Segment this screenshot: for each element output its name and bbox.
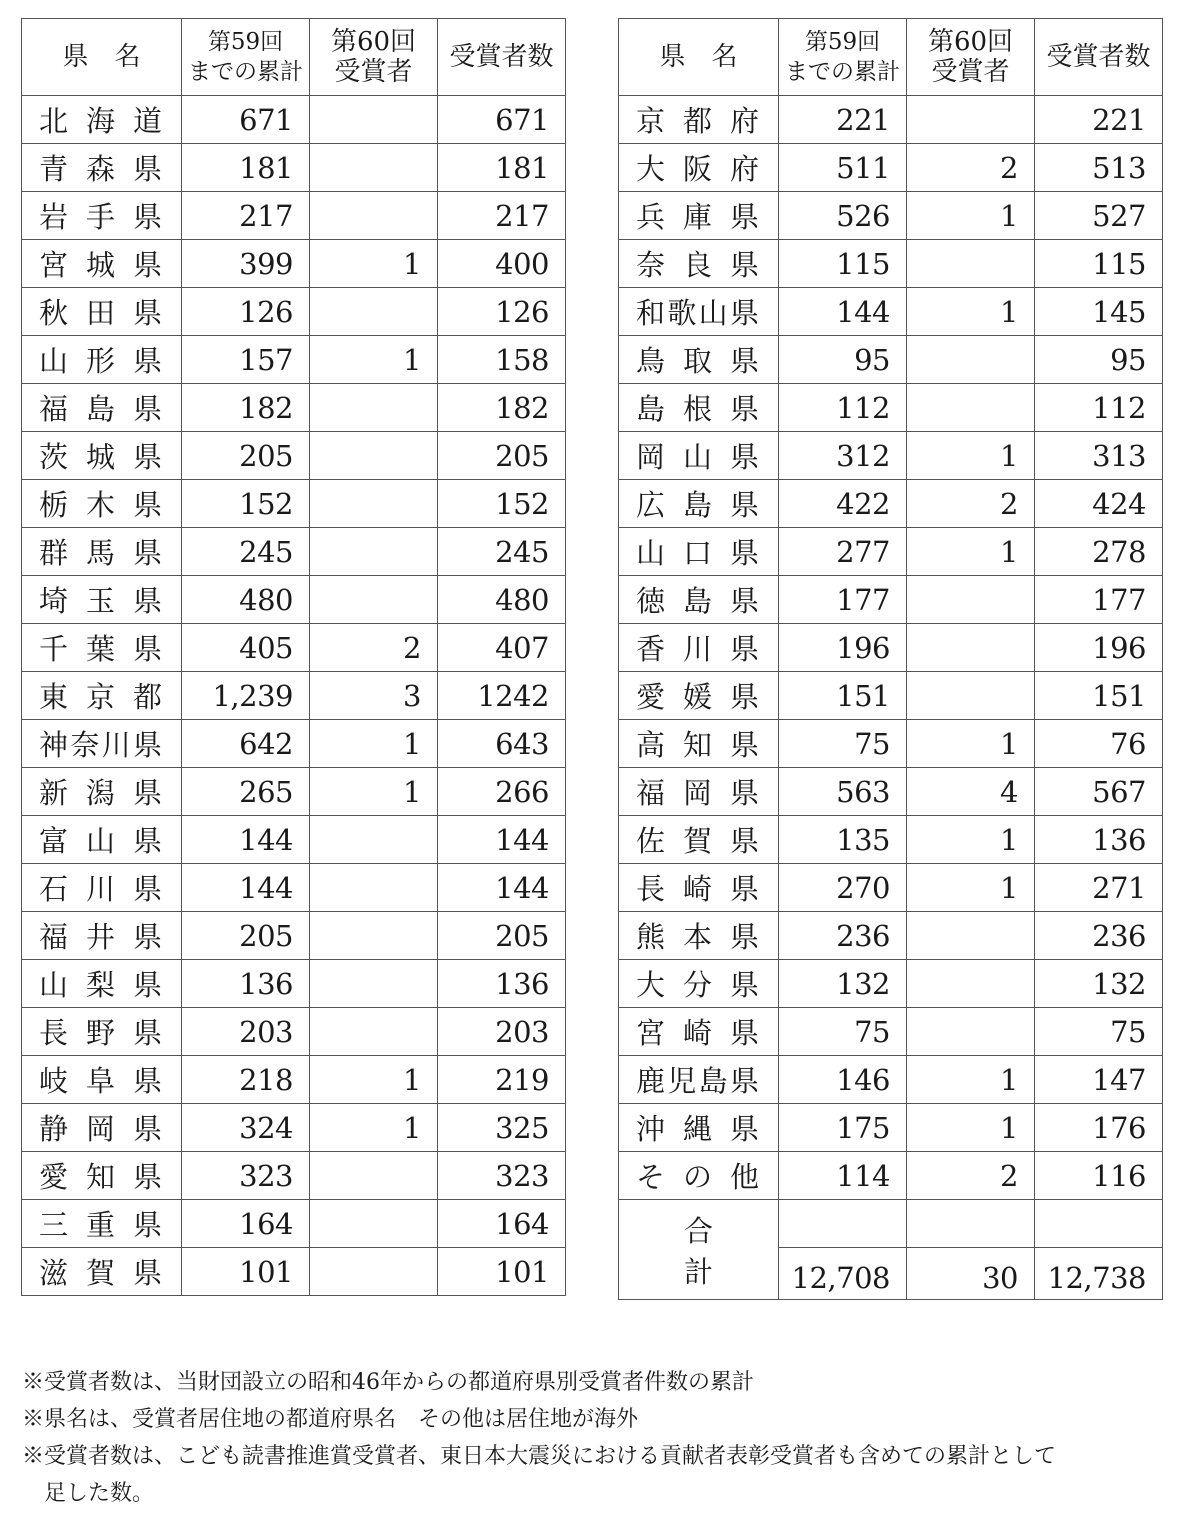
total-count: 313 <box>1035 432 1163 480</box>
total-count: 196 <box>1035 624 1163 672</box>
new-winners-count: 1 <box>310 720 438 768</box>
total-count: 424 <box>1035 480 1163 528</box>
new-winners-count: 1 <box>907 192 1035 240</box>
cumulative-count: 152 <box>182 480 310 528</box>
total-count: 271 <box>1035 864 1163 912</box>
new-winners-count: 4 <box>907 768 1035 816</box>
prefecture-name: 沖縄県 <box>619 1104 779 1152</box>
table-row <box>22 816 566 864</box>
total-count: 151 <box>1035 672 1163 720</box>
table-row <box>22 960 566 1008</box>
footnote: ※受賞者数は、こども読書推進賞受賞者、東日本大震災における貢献者表彰受賞者も含めての累計として <box>22 1444 1057 1469</box>
header-cumulative <box>182 19 310 96</box>
cumulative-count: 182 <box>182 384 310 432</box>
table-row <box>619 1152 1163 1200</box>
total-count: 132 <box>1035 960 1163 1008</box>
cumulative-count: 405 <box>182 624 310 672</box>
header-cumulative-line2: までの累計 <box>188 59 303 85</box>
total-count: 567 <box>1035 768 1163 816</box>
new-winners-count: 1 <box>907 720 1035 768</box>
header-cumulative-line1: 第59回 <box>207 29 284 55</box>
cumulative-count: 135 <box>779 816 907 864</box>
header-new-line1: 第60回 <box>330 27 417 57</box>
new-winners-count <box>907 384 1035 432</box>
footnotes <box>22 1364 1162 1512</box>
new-winners-count <box>310 96 438 144</box>
cumulative-count: 642 <box>182 720 310 768</box>
cumulative-count: 270 <box>779 864 907 912</box>
new-winners-count: 1 <box>310 1056 438 1104</box>
footnote: ※受賞者数は、当財団設立の昭和46年からの都道府県別受賞者件数の累計 <box>22 1370 754 1395</box>
table-row <box>22 624 566 672</box>
cumulative-count: 175 <box>779 1104 907 1152</box>
table-row <box>22 432 566 480</box>
total-new-winners: 30 <box>907 1248 1035 1300</box>
new-winners-count <box>310 912 438 960</box>
new-winners-count: 1 <box>310 768 438 816</box>
table-row <box>619 960 1163 1008</box>
total-count: 176 <box>1035 1104 1163 1152</box>
total-count: 75 <box>1035 1008 1163 1056</box>
prefecture-name: 高知県 <box>619 720 779 768</box>
cumulative-count: 115 <box>779 240 907 288</box>
table-row <box>619 192 1163 240</box>
cumulative-count: 671 <box>182 96 310 144</box>
new-winners-count: 2 <box>907 480 1035 528</box>
total-count: 205 <box>438 912 566 960</box>
table-row <box>22 144 566 192</box>
table-row <box>22 864 566 912</box>
new-winners-count: 1 <box>907 864 1035 912</box>
table-row <box>22 528 566 576</box>
total-count: 323 <box>438 1152 566 1200</box>
prefecture-name: 東京都 <box>22 672 182 720</box>
total-count: 480 <box>438 576 566 624</box>
new-winners-count <box>907 240 1035 288</box>
table-row <box>619 816 1163 864</box>
new-winners-count <box>310 816 438 864</box>
total-count: 219 <box>438 1056 566 1104</box>
prefecture-table-left <box>21 18 566 1296</box>
total-count: 115 <box>1035 240 1163 288</box>
cumulative-count: 236 <box>779 912 907 960</box>
cumulative-count: 126 <box>182 288 310 336</box>
total-count: 136 <box>438 960 566 1008</box>
table-row <box>22 576 566 624</box>
total-count: 643 <box>438 720 566 768</box>
cumulative-count: 101 <box>182 1248 310 1296</box>
cumulative-count: 277 <box>779 528 907 576</box>
table-row <box>22 336 566 384</box>
new-winners-count: 2 <box>907 1152 1035 1200</box>
prefecture-name: 岩手県 <box>22 192 182 240</box>
cumulative-count: 112 <box>779 384 907 432</box>
prefecture-name: 北海道 <box>22 96 182 144</box>
prefecture-name: 宮崎県 <box>619 1008 779 1056</box>
new-winners-count <box>310 1248 438 1296</box>
new-winners-count: 1 <box>907 1104 1035 1152</box>
cumulative-count: 563 <box>779 768 907 816</box>
cumulative-count: 95 <box>779 336 907 384</box>
table-row <box>619 1056 1163 1104</box>
new-winners-count: 3 <box>310 672 438 720</box>
cumulative-count: 196 <box>779 624 907 672</box>
new-winners-count: 2 <box>907 144 1035 192</box>
table-row <box>619 576 1163 624</box>
prefecture-name: 神奈川県 <box>22 720 182 768</box>
cumulative-count: 151 <box>779 672 907 720</box>
prefecture-name: 徳島県 <box>619 576 779 624</box>
prefecture-name: 京都府 <box>619 96 779 144</box>
total-count: 236 <box>1035 912 1163 960</box>
total-count: 400 <box>438 240 566 288</box>
table-row <box>22 192 566 240</box>
prefecture-name: 埼玉県 <box>22 576 182 624</box>
prefecture-name: 広島県 <box>619 480 779 528</box>
total-count: 266 <box>438 768 566 816</box>
table-row <box>22 1200 566 1248</box>
total-blank-cell <box>1035 1200 1163 1248</box>
cumulative-count: 136 <box>182 960 310 1008</box>
cumulative-count: 205 <box>182 432 310 480</box>
cumulative-count: 218 <box>182 1056 310 1104</box>
cumulative-count: 203 <box>182 1008 310 1056</box>
cumulative-count: 217 <box>182 192 310 240</box>
footnote: ※県名は、受賞者居住地の都道府県名 その他は居住地が海外 <box>22 1407 639 1432</box>
prefecture-name: 岡山県 <box>619 432 779 480</box>
table-row <box>22 288 566 336</box>
total-count: 177 <box>1035 576 1163 624</box>
header-new-winners <box>907 19 1035 96</box>
header-cumulative-line1: 第59回 <box>804 29 881 55</box>
prefecture-name: 長崎県 <box>619 864 779 912</box>
new-winners-count: 2 <box>310 624 438 672</box>
new-winners-count: 1 <box>907 816 1035 864</box>
cumulative-count: 75 <box>779 1008 907 1056</box>
table-row <box>619 96 1163 144</box>
header-total: 受賞者数 <box>438 19 566 96</box>
new-winners-count <box>310 384 438 432</box>
cumulative-count: 205 <box>182 912 310 960</box>
prefecture-table-right <box>618 18 1163 1300</box>
prefecture-name: 佐賀県 <box>619 816 779 864</box>
header-cumulative <box>779 19 907 96</box>
header-total: 受賞者数 <box>1035 19 1163 96</box>
table-row <box>619 336 1163 384</box>
total-cumulative: 12,708 <box>779 1248 907 1300</box>
table-row <box>22 240 566 288</box>
total-count: 152 <box>438 480 566 528</box>
table-row <box>619 624 1163 672</box>
new-winners-count <box>310 1008 438 1056</box>
new-winners-count: 1 <box>907 288 1035 336</box>
total-blank-cell <box>779 1200 907 1248</box>
new-winners-count <box>907 624 1035 672</box>
prefecture-name: 新潟県 <box>22 768 182 816</box>
total-count: 12,738 <box>1035 1248 1163 1300</box>
cumulative-count: 399 <box>182 240 310 288</box>
prefecture-name: 富山県 <box>22 816 182 864</box>
total-count: 158 <box>438 336 566 384</box>
table-row <box>619 288 1163 336</box>
total-count: 181 <box>438 144 566 192</box>
new-winners-count <box>310 960 438 1008</box>
total-label: 合計 <box>619 1200 779 1300</box>
total-count: 164 <box>438 1200 566 1248</box>
new-winners-count <box>310 1200 438 1248</box>
total-count: 671 <box>438 96 566 144</box>
new-winners-count <box>907 336 1035 384</box>
prefecture-name: 青森県 <box>22 144 182 192</box>
prefecture-name: 鳥取県 <box>619 336 779 384</box>
new-winners-count <box>310 576 438 624</box>
total-count: 95 <box>1035 336 1163 384</box>
total-count: 205 <box>438 432 566 480</box>
cumulative-count: 132 <box>779 960 907 1008</box>
prefecture-name: その他 <box>619 1152 779 1200</box>
cumulative-count: 181 <box>182 144 310 192</box>
total-count: 221 <box>1035 96 1163 144</box>
cumulative-count: 144 <box>182 864 310 912</box>
table-row <box>619 144 1163 192</box>
new-winners-count: 1 <box>907 528 1035 576</box>
new-winners-count <box>907 960 1035 1008</box>
prefecture-name: 三重県 <box>22 1200 182 1248</box>
prefecture-name: 群馬県 <box>22 528 182 576</box>
table-row <box>619 768 1163 816</box>
cumulative-count: 511 <box>779 144 907 192</box>
new-winners-count <box>310 528 438 576</box>
prefecture-name: 石川県 <box>22 864 182 912</box>
footnote: 足した数。 <box>44 1481 155 1506</box>
prefecture-name: 愛媛県 <box>619 672 779 720</box>
total-count: 182 <box>438 384 566 432</box>
total-count: 1242 <box>438 672 566 720</box>
cumulative-count: 75 <box>779 720 907 768</box>
cumulative-count: 1,239 <box>182 672 310 720</box>
prefecture-name: 香川県 <box>619 624 779 672</box>
total-count: 116 <box>1035 1152 1163 1200</box>
cumulative-count: 526 <box>779 192 907 240</box>
cumulative-count: 114 <box>779 1152 907 1200</box>
new-winners-count <box>310 144 438 192</box>
new-winners-count <box>907 96 1035 144</box>
prefecture-name: 山梨県 <box>22 960 182 1008</box>
header-new-line1: 第60回 <box>927 27 1014 57</box>
total-row-top <box>619 1200 1163 1248</box>
new-winners-count <box>310 1152 438 1200</box>
total-count: 144 <box>438 816 566 864</box>
prefecture-name: 奈良県 <box>619 240 779 288</box>
table-row <box>619 864 1163 912</box>
cumulative-count: 312 <box>779 432 907 480</box>
table-row <box>619 240 1163 288</box>
header-cumulative-line2: までの累計 <box>785 59 900 85</box>
new-winners-count <box>310 864 438 912</box>
table-header-row <box>619 19 1163 96</box>
prefecture-name: 秋田県 <box>22 288 182 336</box>
total-count: 136 <box>1035 816 1163 864</box>
header-new-winners <box>310 19 438 96</box>
prefecture-name: 熊本県 <box>619 912 779 960</box>
total-count: 145 <box>1035 288 1163 336</box>
cumulative-count: 157 <box>182 336 310 384</box>
total-count: 76 <box>1035 720 1163 768</box>
header-prefecture: 県 名 <box>619 19 779 96</box>
total-blank-cell <box>907 1200 1035 1248</box>
new-winners-count <box>310 288 438 336</box>
new-winners-count <box>310 192 438 240</box>
table-row <box>619 1008 1163 1056</box>
total-count: 245 <box>438 528 566 576</box>
new-winners-count: 1 <box>310 240 438 288</box>
prefecture-name: 岐阜県 <box>22 1056 182 1104</box>
prefecture-name: 島根県 <box>619 384 779 432</box>
cumulative-count: 221 <box>779 96 907 144</box>
total-count: 203 <box>438 1008 566 1056</box>
total-count: 527 <box>1035 192 1163 240</box>
prefecture-name: 滋賀県 <box>22 1248 182 1296</box>
prefecture-name: 福岡県 <box>619 768 779 816</box>
cumulative-count: 144 <box>779 288 907 336</box>
table-row <box>619 672 1163 720</box>
table-row <box>22 1008 566 1056</box>
prefecture-name: 愛知県 <box>22 1152 182 1200</box>
cumulative-count: 245 <box>182 528 310 576</box>
total-count: 278 <box>1035 528 1163 576</box>
table-row <box>22 672 566 720</box>
table-row <box>619 432 1163 480</box>
table-row <box>619 1104 1163 1152</box>
cumulative-count: 146 <box>779 1056 907 1104</box>
total-count: 147 <box>1035 1056 1163 1104</box>
header-new-line2: 受賞者 <box>931 57 1010 87</box>
table-row <box>22 912 566 960</box>
prefecture-name: 福島県 <box>22 384 182 432</box>
table-row <box>22 96 566 144</box>
new-winners-count: 1 <box>310 1104 438 1152</box>
prefecture-name: 兵庫県 <box>619 192 779 240</box>
total-count: 144 <box>438 864 566 912</box>
table-header-row <box>22 19 566 96</box>
cumulative-count: 480 <box>182 576 310 624</box>
new-winners-count <box>310 432 438 480</box>
total-count: 112 <box>1035 384 1163 432</box>
total-count: 217 <box>438 192 566 240</box>
total-count: 126 <box>438 288 566 336</box>
prefecture-name: 山形県 <box>22 336 182 384</box>
new-winners-count <box>907 1008 1035 1056</box>
cumulative-count: 177 <box>779 576 907 624</box>
table-row <box>619 912 1163 960</box>
table-row <box>619 480 1163 528</box>
prefecture-name: 長野県 <box>22 1008 182 1056</box>
prefecture-name: 鹿児島県 <box>619 1056 779 1104</box>
table-row <box>22 720 566 768</box>
table-row <box>619 720 1163 768</box>
new-winners-count <box>907 912 1035 960</box>
table-row <box>22 1248 566 1296</box>
table-row <box>619 384 1163 432</box>
new-winners-count <box>310 480 438 528</box>
prefecture-name: 千葉県 <box>22 624 182 672</box>
new-winners-count: 1 <box>907 1056 1035 1104</box>
cumulative-count: 144 <box>182 816 310 864</box>
prefecture-name: 大分県 <box>619 960 779 1008</box>
header-prefecture: 県 名 <box>22 19 182 96</box>
table-row <box>619 528 1163 576</box>
prefecture-name: 山口県 <box>619 528 779 576</box>
cumulative-count: 324 <box>182 1104 310 1152</box>
table-row <box>22 384 566 432</box>
new-winners-count <box>907 576 1035 624</box>
total-count: 407 <box>438 624 566 672</box>
total-count: 513 <box>1035 144 1163 192</box>
header-new-line2: 受賞者 <box>334 57 413 87</box>
prefecture-name: 宮城県 <box>22 240 182 288</box>
table-row <box>22 1056 566 1104</box>
cumulative-count: 164 <box>182 1200 310 1248</box>
table-row <box>22 480 566 528</box>
total-count: 101 <box>438 1248 566 1296</box>
prefecture-name: 静岡県 <box>22 1104 182 1152</box>
new-winners-count <box>907 672 1035 720</box>
prefecture-name: 福井県 <box>22 912 182 960</box>
cumulative-count: 265 <box>182 768 310 816</box>
cumulative-count: 422 <box>779 480 907 528</box>
prefecture-name: 大阪府 <box>619 144 779 192</box>
prefecture-name: 茨城県 <box>22 432 182 480</box>
new-winners-count: 1 <box>310 336 438 384</box>
cumulative-count: 323 <box>182 1152 310 1200</box>
table-row <box>22 768 566 816</box>
table-row <box>22 1104 566 1152</box>
prefecture-name: 和歌山県 <box>619 288 779 336</box>
table-row <box>22 1152 566 1200</box>
new-winners-count: 1 <box>907 432 1035 480</box>
prefecture-name: 栃木県 <box>22 480 182 528</box>
total-count: 325 <box>438 1104 566 1152</box>
